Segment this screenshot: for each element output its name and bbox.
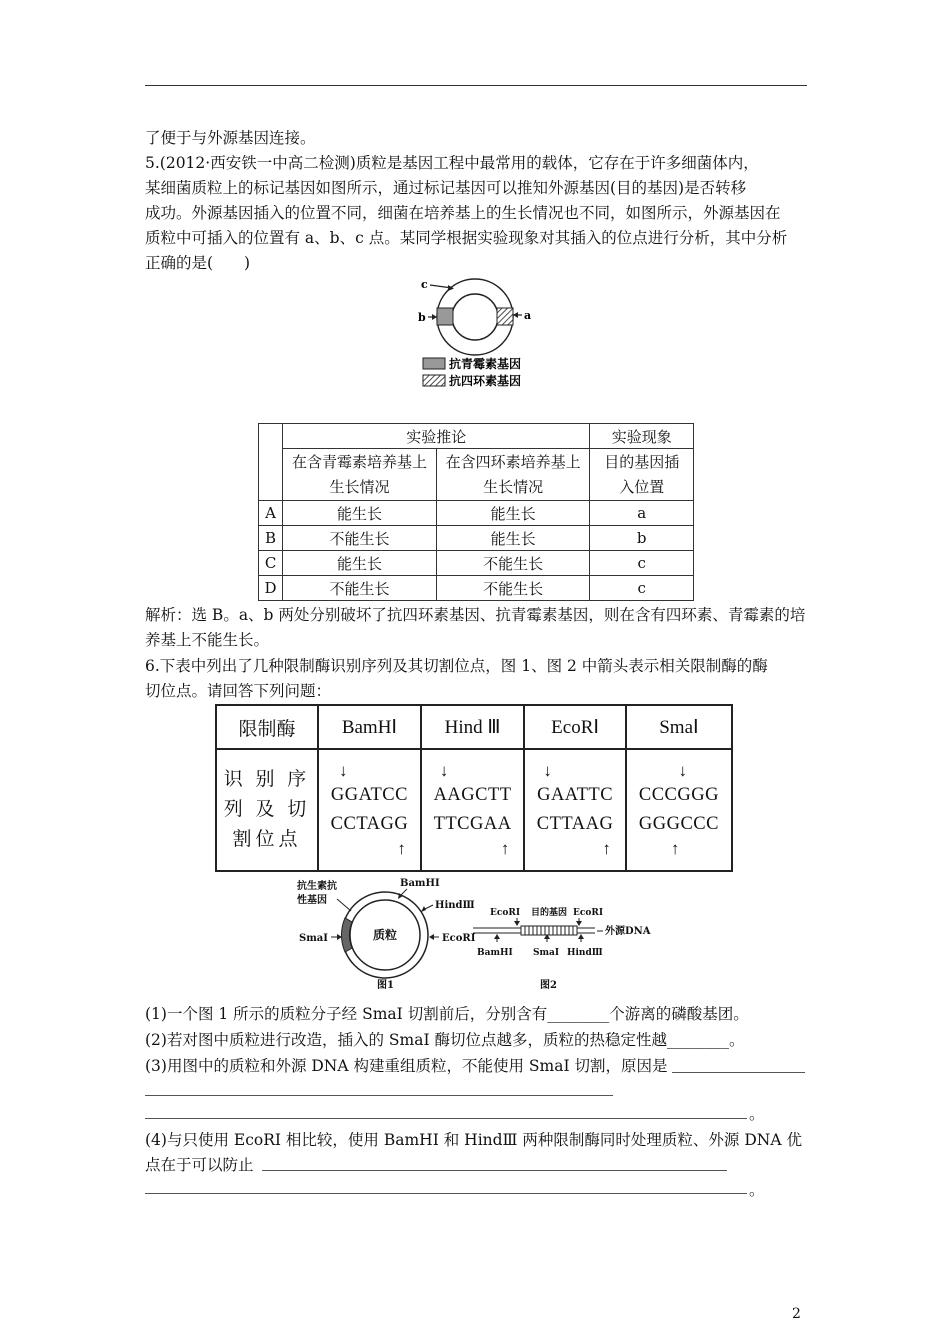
answer-text: 养基上不能生长。 — [145, 631, 270, 649]
answer-blank — [262, 1170, 727, 1171]
header-phenomenon: 实验现象 — [590, 424, 694, 449]
hind3-dna-label: HindⅢ — [567, 948, 603, 958]
ecor1-label: EcoRⅠ — [442, 933, 476, 944]
site-c-label: c — [421, 278, 428, 291]
period: 。 — [749, 1181, 765, 1199]
enzyme-header: 限制酶 — [216, 705, 318, 749]
period: 。 — [749, 1105, 765, 1123]
hind3-label: HindⅢ — [435, 900, 475, 911]
subquestion-4: (4)与只使用 EcoRⅠ 相比较，使用 BamHⅠ 和 HindⅢ 两种限制酶同时处理质粒、外源 DNA 优 — [145, 1131, 802, 1149]
penicillin-resistance-gene — [437, 308, 453, 325]
question-5-text: 质粒中可插入的位置有 a、b、c 点。某同学根据实验现象对其插入的位点进行分析，其中分析 — [145, 229, 788, 247]
plasmid-marker-figure — [410, 275, 550, 395]
site-a-label: a — [524, 309, 532, 322]
answer-blank — [145, 1193, 747, 1194]
ecor1-left-label: EcoRⅠ — [490, 908, 521, 918]
subquestion-4: 点在于可以防止 — [145, 1156, 254, 1174]
enzyme-name: SmaⅠ — [626, 705, 732, 749]
enzyme-name: EcoRⅠ — [524, 705, 626, 749]
bamh1-dna-label: BamHⅠ — [477, 948, 513, 958]
table-row: D 不能生长 不能生长 c — [259, 576, 694, 601]
question-5-text: 5.(2012·西安铁一中高二检测)质粒是基因工程中最常用的载体，它存在于许多细菌体内， — [145, 154, 759, 172]
legend-tetracycline: 抗四环素基因 — [449, 374, 522, 388]
enzyme-name: BamHⅠ — [318, 705, 421, 749]
col-penicillin: 在含青霉素培养基上生长情况 — [283, 449, 437, 501]
ecor1-right-label: EcoRⅠ — [573, 908, 604, 918]
subquestion-1: (1)一个图 1 所示的质粒分子经 SmaⅠ 切割前后，分别含有________个游离的磷酸基团。 — [145, 1005, 749, 1023]
site-b-label: b — [418, 311, 426, 324]
table-row: A 能生长 能生长 a — [259, 501, 694, 526]
subquestion-2: (2)若对图中质粒进行改造，插入的 SmaⅠ 酶切位点越多，质粒的热稳定性越________。 — [145, 1031, 745, 1049]
bamh1-label: BamHⅠ — [400, 878, 440, 889]
sequence-cell: ↓ GGATCC CCTAGG ↑ — [318, 749, 421, 871]
foreign-dna-label: 外源DNA — [605, 926, 651, 937]
option-label: D — [259, 576, 283, 601]
experiment-table — [258, 423, 694, 601]
table-row: B 不能生长 能生长 b — [259, 526, 694, 551]
target-gene-label: 目的基因 — [531, 908, 568, 918]
question-6-text: 6.下表中列出了几种限制酶识别序列及其切割位点，图 1、图 2 中箭头表示相关限制酶的酶 — [145, 657, 768, 675]
col-tetracycline: 在含四环素培养基上生长情况 — [436, 449, 590, 501]
sma1-dna-label: SmaⅠ — [533, 948, 560, 958]
answer-blank — [672, 1072, 805, 1073]
tetracycline-resistance-gene — [497, 308, 513, 325]
table-row: C 能生长 不能生长 c — [259, 551, 694, 576]
restriction-enzyme-table — [215, 704, 733, 872]
header-rule — [145, 85, 807, 86]
figure-1-caption: 图1 — [377, 980, 394, 991]
answer-blank — [145, 1095, 613, 1096]
plasmid-and-dna-figure — [285, 875, 685, 995]
header-inference: 实验推论 — [283, 424, 590, 449]
question-5-text: 正确的是( ) — [145, 254, 251, 272]
col-insert-position: 目的基因插入位置 — [590, 449, 694, 501]
question-6-text: 切位点。请回答下列问题： — [145, 682, 332, 700]
answer-text: 解析：选 B。a、b 两处分别破坏了抗四环素基因、抗青霉素基因，则在含有四环素、青霉素的培 — [145, 606, 806, 624]
answer-blank — [145, 1118, 747, 1119]
option-label: A — [259, 501, 283, 526]
option-label: C — [259, 551, 283, 576]
legend-penicillin: 抗青霉素基因 — [449, 357, 522, 371]
option-label: B — [259, 526, 283, 551]
sequence-cell: ↓ GAATTC CTTAAG ↑ — [524, 749, 626, 871]
enzyme-name: Hind Ⅲ — [421, 705, 524, 749]
question-5-text: 某细菌质粒上的标记基因如图所示，通过标记基因可以推知外源基因(目的基因)是否转移 — [145, 179, 747, 197]
figure-2-caption: 图2 — [540, 980, 557, 991]
subquestion-3: (3)用图中的质粒和外源 DNA 构建重组质粒，不能使用 SmaⅠ 切割，原因是 — [145, 1057, 668, 1075]
antibiotic-resistance-label: 抗生素抗性基因 — [297, 881, 337, 906]
plasmid-label: 质粒 — [373, 928, 398, 942]
text-line: 了便于与外源基因连接。 — [145, 129, 316, 147]
sequence-cell: ↓ CCCGGG GGGCCC ↑ — [626, 749, 732, 871]
page-number: 2 — [792, 1306, 801, 1322]
question-5-text: 成功。外源基因插入的位置不同，细菌在培养基上的生长情况也不同，如图所示，外源基因在 — [145, 204, 781, 222]
sequence-cell: ↓ AAGCTT TTCGAA ↑ — [421, 749, 524, 871]
sequence-row-header: 识 别 序 列 及 切 割位点 — [216, 749, 318, 871]
sma1-label: SmaⅠ — [299, 933, 328, 944]
